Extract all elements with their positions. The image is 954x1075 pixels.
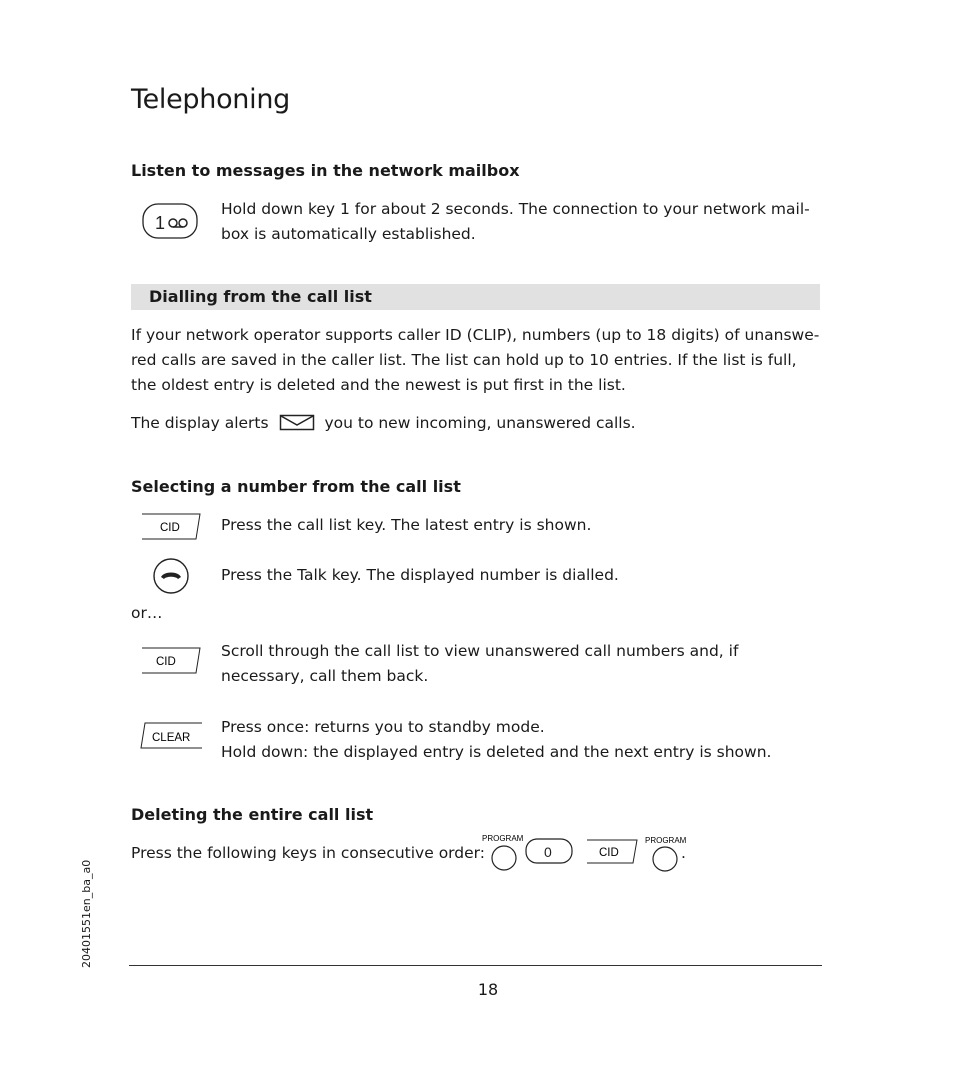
display-alert-line (131, 411, 636, 436)
step-scroll: Scroll through the call list to view unanswered call numbers and, if necessary, call them back. (221, 642, 739, 685)
program-key-label: PROGRAM (482, 834, 524, 843)
program-key-icon (481, 832, 525, 874)
deleting-text: Press the following keys in consecutive order: (131, 844, 485, 862)
zero-key-label: 0 (544, 844, 552, 860)
selecting-heading: Selecting a number from the call list (131, 477, 461, 496)
or-text: or… (131, 604, 163, 622)
doc-code: 20401551en_ba_a0 (80, 859, 93, 968)
display-alert-after: you to new incoming, unanswered calls. (324, 414, 636, 432)
call-list-heading: Dialling from the call list (149, 287, 372, 306)
program-key-label: PROGRAM (645, 836, 687, 845)
footer-rule (129, 965, 822, 966)
step-clear-once: Press once: returns you to standby mode. (221, 718, 545, 736)
envelope-icon (280, 415, 314, 430)
mailbox-heading: Listen to messages in the network mailbox (131, 161, 520, 180)
cid-key-icon (585, 838, 641, 866)
voicemail-key-icon (142, 203, 198, 239)
cid-key-label: CID (160, 522, 180, 534)
deleting-end: . (681, 844, 686, 862)
zero-key-icon (525, 838, 575, 866)
cid-key-icon (140, 644, 204, 676)
cid-key-label: CID (599, 847, 619, 859)
cid-key-icon (140, 510, 204, 542)
voicemail-key-label: 1 (155, 213, 166, 233)
display-alert-before: The display alerts (131, 414, 269, 432)
step-talk-key: Press the Talk key. The displayed number is dialled. (221, 566, 619, 584)
talk-key-icon (152, 557, 190, 595)
call-list-paragraph: If your network operator supports caller ID (CLIP), numbers (up to 18 digits) of unanswe-red calls are saved in the caller list. The list can hold up to 10 entries. If the list is full, the oldest entry is deleted and the newest is put first in the list. (131, 326, 820, 394)
deleting-heading: Deleting the entire call list (131, 805, 374, 824)
page-number: 18 (477, 980, 499, 999)
step-call-list-key: Press the call list key. The latest entry is shown. (221, 516, 592, 534)
cid-key-label: CID (156, 656, 176, 668)
step-clear-hold: Hold down: the displayed entry is deleted and the next entry is shown. (221, 743, 772, 761)
clear-key-label: CLEAR (152, 732, 191, 744)
page-title: Telephoning (131, 84, 290, 115)
section-band (131, 284, 820, 310)
clear-key-icon (138, 720, 206, 752)
mailbox-text: Hold down key 1 for about 2 seconds. The connection to your network mail-box is automatically established. (221, 200, 810, 243)
